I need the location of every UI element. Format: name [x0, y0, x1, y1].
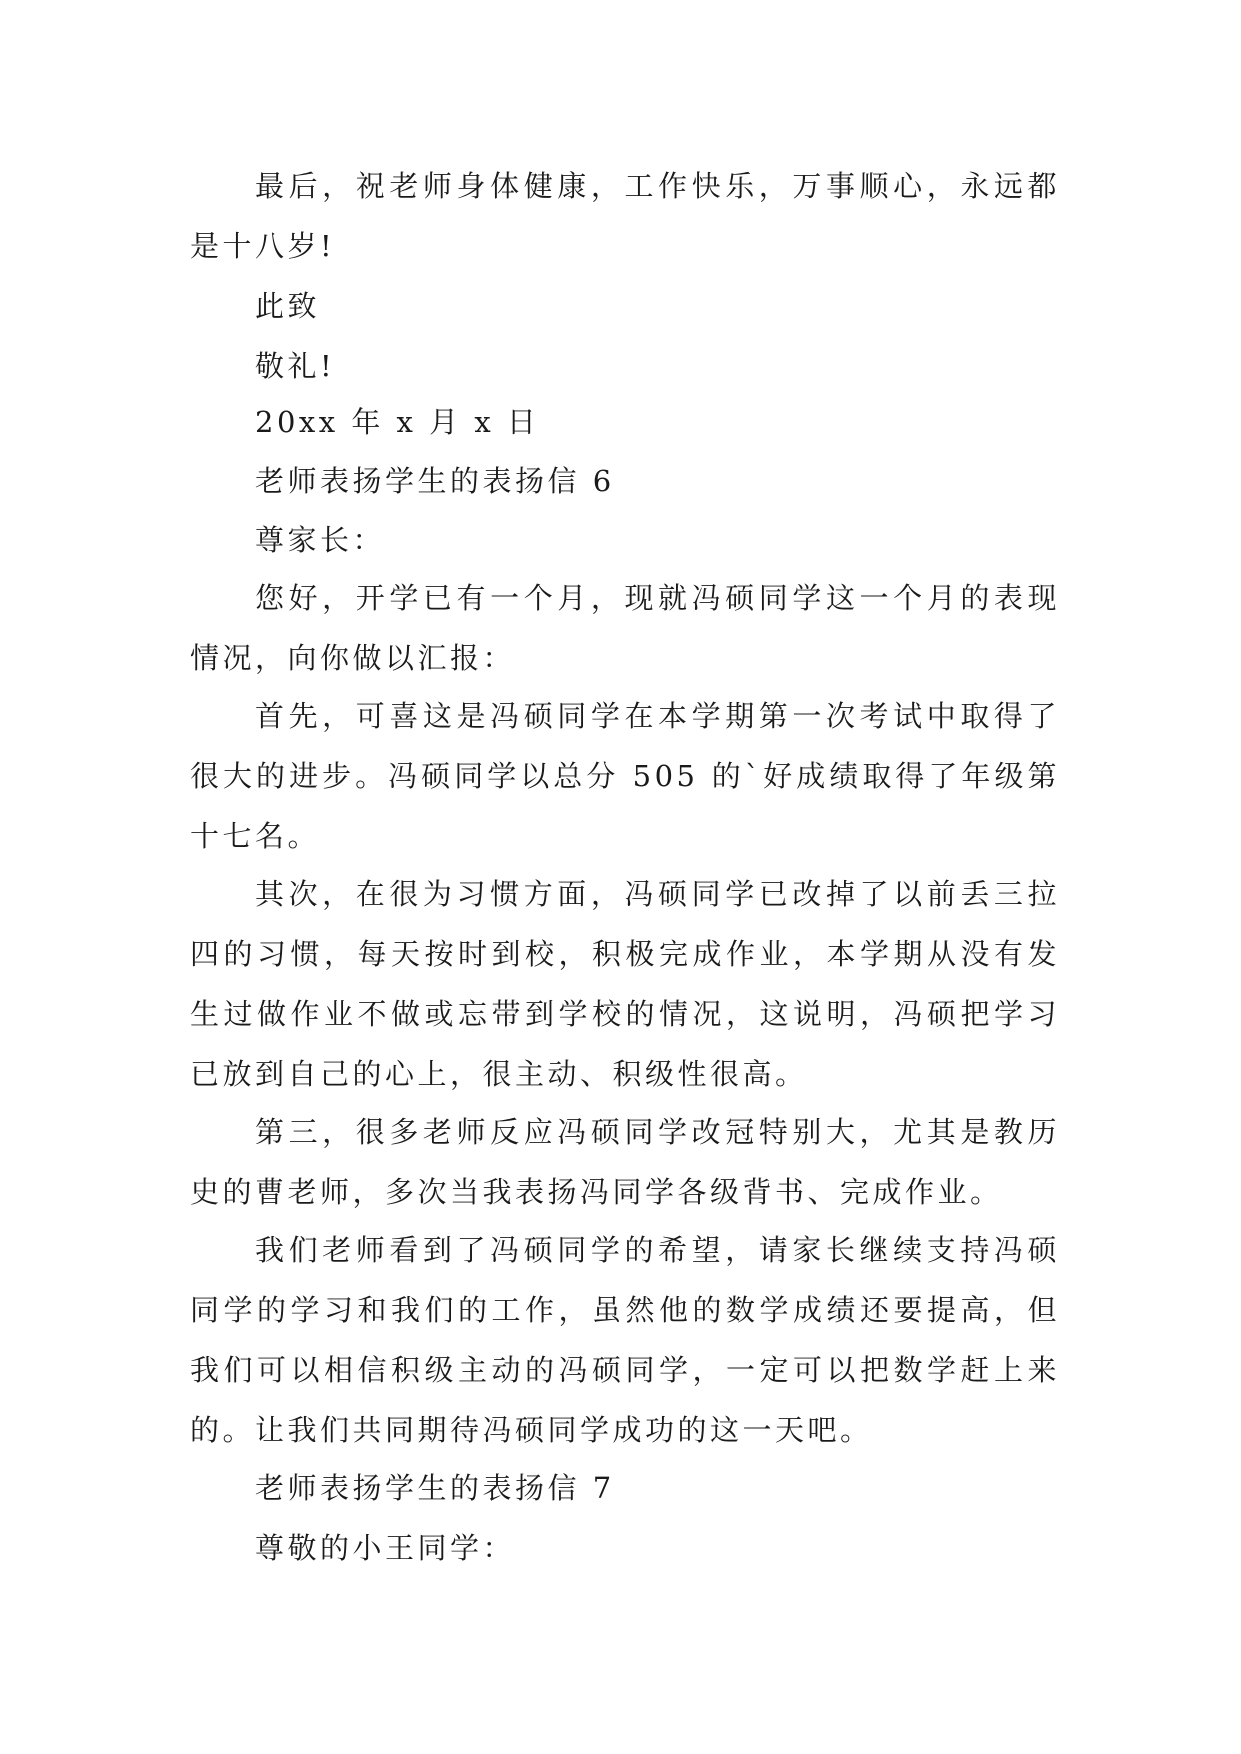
letter-greeting-parents: 尊家长：: [255, 523, 386, 557]
section-heading-7: 老师表扬学生的表扬信 7: [255, 1471, 615, 1505]
paragraph-first-line-2: 很大的进步。冯硕同学以总分 505 的`好成绩取得了年级第: [190, 759, 1060, 793]
paragraph-first-line-1: 首先，可喜这是冯硕同学在本学期第一次考试中取得了: [255, 699, 1060, 733]
paragraph-intro-line-2: 情况，向你做以汇报：: [190, 641, 516, 675]
paragraph-closing-wish-line-2: 是十八岁!: [190, 229, 336, 263]
paragraph-hope-line-4: 的。让我们共同期待冯硕同学成功的这一天吧。: [190, 1413, 873, 1447]
letter-date: 20xx 年 x 月 x 日: [255, 405, 540, 439]
paragraph-second-line-3: 生过做作业不做或忘带到学校的情况，这说明，冯硕把学习: [190, 997, 1060, 1031]
closing-regards: 敬礼!: [255, 349, 336, 383]
closing-salutation: 此致: [255, 289, 321, 323]
paragraph-second-line-2: 四的习惯，每天按时到校，积极完成作业，本学期从没有发: [190, 937, 1060, 971]
paragraph-hope-line-1: 我们老师看到了冯硕同学的希望，请家长继续支持冯硕: [255, 1233, 1060, 1267]
paragraph-hope-line-3: 我们可以相信积级主动的冯硕同学，一定可以把数学赶上来: [190, 1353, 1060, 1387]
section-heading-6: 老师表扬学生的表扬信 6: [255, 464, 615, 498]
paragraph-first-line-3: 十七名。: [190, 819, 321, 853]
letter-greeting-student: 尊敬的小王同学：: [255, 1531, 516, 1565]
paragraph-intro-line-1: 您好，开学已有一个月，现就冯硕同学这一个月的表现: [255, 581, 1060, 615]
paragraph-closing-wish-line-1: 最后，祝老师身体健康，工作快乐，万事顺心，永远都: [255, 169, 1060, 203]
paragraph-second-line-1: 其次，在很为习惯方面，冯硕同学已改掉了以前丢三拉: [255, 877, 1060, 911]
paragraph-third-line-2: 史的曹老师，多次当我表扬冯同学各级背书、完成作业。: [190, 1175, 1003, 1209]
paragraph-hope-line-2: 同学的学习和我们的工作，虽然他的数学成绩还要提高，但: [190, 1293, 1060, 1327]
paragraph-third-line-1: 第三，很多老师反应冯硕同学改冠特别大，尤其是教历: [255, 1115, 1060, 1149]
paragraph-second-line-4: 已放到自己的心上，很主动、积级性很高。: [190, 1057, 808, 1091]
